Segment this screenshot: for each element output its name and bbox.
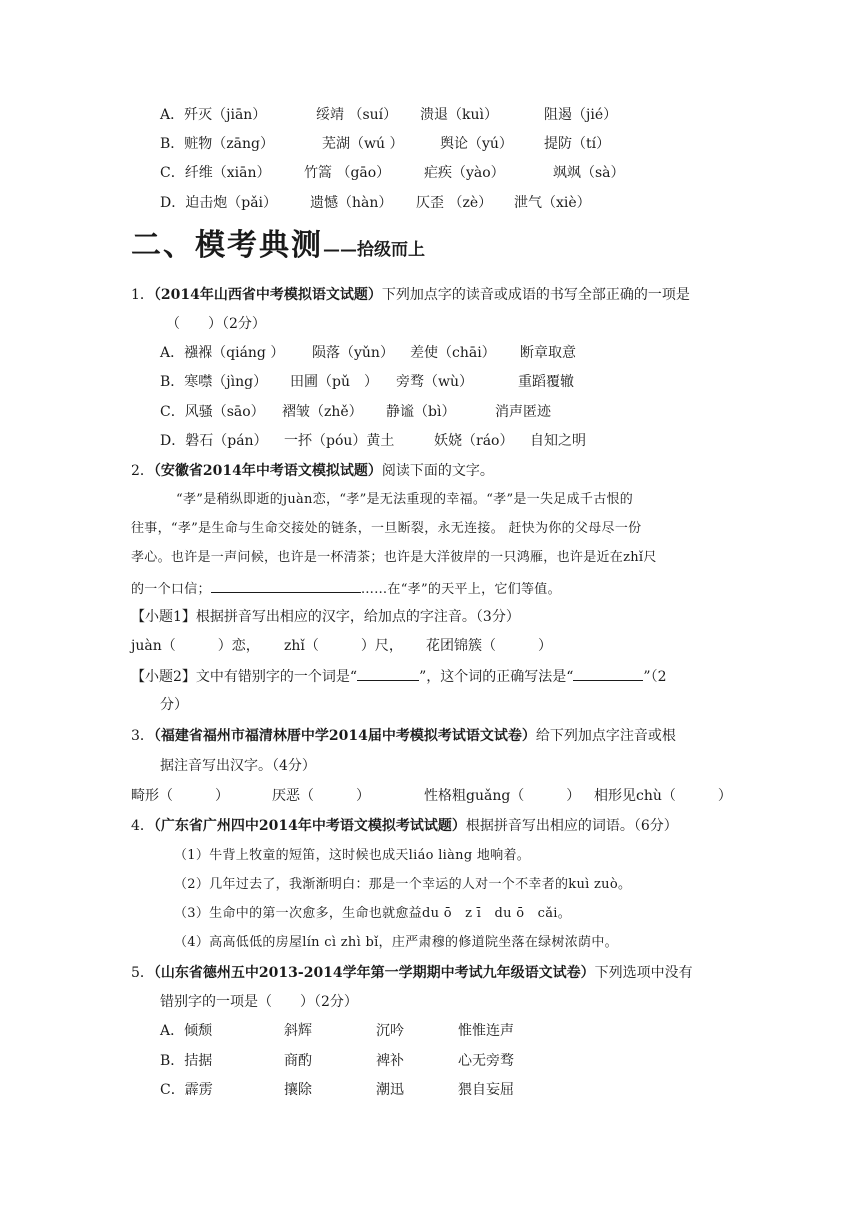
option-row-d xyxy=(160,194,277,212)
option-word: 旁骛（wù） xyxy=(396,374,473,390)
option-row-a xyxy=(160,344,284,362)
option-word: 倾颓 xyxy=(184,1023,213,1039)
question-number: 1． xyxy=(131,287,154,303)
option-word: 田圃（pǔ ） xyxy=(290,374,378,390)
option-word: 襁褓（qiáng ） xyxy=(184,345,285,361)
fill-blank[interactable] xyxy=(211,578,361,593)
option-word: 霹雳 xyxy=(184,1082,213,1098)
question-number: 3． xyxy=(131,728,154,744)
option-word: 风骚（sāo） xyxy=(184,404,265,420)
question-3-stem xyxy=(131,727,676,745)
question-source: （福建省福州市福清林厝中学2014届中考模拟考试语文试卷） xyxy=(153,728,536,744)
option-word: 纤维（xiān） xyxy=(184,165,271,181)
question-3-stem-cont: 据注音写出汉字。（4分） xyxy=(160,758,316,774)
question-2-stem xyxy=(131,462,494,480)
option-letter: B． xyxy=(160,374,185,390)
option-word: 绥靖 （suí） xyxy=(316,107,398,123)
answer-item: zhǐ（ ）尺， xyxy=(284,638,403,654)
option-word: 消声匿迹 xyxy=(495,404,551,420)
option-letter: C． xyxy=(160,404,185,420)
option-word: 飒飒（sà） xyxy=(553,165,625,181)
passage-line: “孝”是稍纵即逝的juàn恋，“孝”是无法重现的幸福。“孝”是一失足成千古恨的 xyxy=(176,492,634,507)
option-row-b xyxy=(160,1052,212,1070)
sub-question-1 xyxy=(131,608,520,626)
question-number: 2． xyxy=(131,463,154,479)
answer-item: 性格粗guǎng（ ） xyxy=(424,788,581,804)
option-letter: B． xyxy=(160,136,185,152)
question-5-stem xyxy=(131,964,693,982)
option-letter: A． xyxy=(160,107,185,123)
option-word: 寒噤（jìng） xyxy=(184,374,268,390)
passage-line: 孝心。也许是一声问候，也许是一杯清茶；也许是大洋彼岸的一只鸿雁，也许是近在zhǐ尺 xyxy=(131,550,657,565)
passage-line-blank: 的一个口信； ……在“孝”的天平上，它们等值。 xyxy=(131,578,561,599)
question-1-stem xyxy=(131,286,690,304)
answer-item: 相形见chù（ ） xyxy=(594,788,732,804)
option-word: 惟惟连声 xyxy=(458,1023,514,1039)
option-word: 赃物（zāng） xyxy=(184,136,274,152)
option-row-c xyxy=(160,403,265,421)
option-letter: D． xyxy=(160,195,186,211)
option-word: 攘除 xyxy=(284,1082,312,1098)
option-word: 迫击炮（pǎi） xyxy=(185,195,278,211)
option-word: 阻遏（jié） xyxy=(544,107,618,123)
sub-question-2-cont: 分） xyxy=(160,697,188,713)
option-word: 商酌 xyxy=(284,1053,312,1069)
fill-blank[interactable] xyxy=(357,666,419,681)
option-word: 遗憾（hàn） xyxy=(310,195,393,211)
option-row-a xyxy=(160,106,266,124)
question-text: 给下列加点字注音或根 xyxy=(535,728,676,744)
sub-question-2: 【小题2】文中有错别字的一个词是“ ”，这个词的正确写法是“ ”（2 xyxy=(131,666,667,686)
option-word: 舆论（yú） xyxy=(440,136,513,152)
option-word: 一抔（póu）黄土 xyxy=(284,433,395,449)
question-number: 4． xyxy=(131,818,154,834)
option-row-c xyxy=(160,164,270,182)
question-text: 根据拼音写出相应的词语。（6分） xyxy=(465,818,678,834)
option-letter: C． xyxy=(160,1082,185,1098)
option-word: 芜湖（wú ） xyxy=(322,136,404,152)
sub-question-label: 【小题1】 xyxy=(131,609,196,625)
option-word: 提防（tí） xyxy=(544,136,611,152)
option-word: 猥自妄屈 xyxy=(458,1082,514,1098)
sub-item: （3）生命中的第一次愈多，生命也就愈益du ō z ī du ō cǎi。 xyxy=(174,906,572,921)
option-letter: B． xyxy=(160,1053,185,1069)
answer-item: 花团锦簇（ ） xyxy=(426,638,552,654)
sub-item: （2）几年过去了，我渐渐明白：那是一个幸运的人对一个不幸者的kuì zuò。 xyxy=(174,877,632,892)
option-word: 静谧（bì） xyxy=(386,404,456,420)
option-word: 磐石（pán） xyxy=(185,433,268,449)
option-word: 斜辉 xyxy=(284,1023,312,1039)
section-subtitle: ——拾级而上 xyxy=(323,240,425,260)
option-word: 重蹈覆辙 xyxy=(518,374,574,390)
passage-line: 往事，“孝”是生命与生命交接处的链条，一旦断裂，永无连接。 赶快为你的父母尽一份 xyxy=(131,521,642,536)
option-word: 断章取意 xyxy=(520,345,576,361)
option-word: 自知之明 xyxy=(530,433,586,449)
option-letter: A． xyxy=(160,1023,185,1039)
option-letter: D． xyxy=(160,433,186,449)
option-word: 拮据 xyxy=(184,1053,213,1069)
question-text: 下列选项中没有 xyxy=(594,965,693,981)
option-row-a xyxy=(160,1022,212,1040)
option-word: 陨落（yǔn） xyxy=(312,345,394,361)
fill-blank[interactable] xyxy=(573,666,643,681)
answer-item: 畸形（ ） xyxy=(131,788,229,804)
question-4-stem xyxy=(131,817,678,835)
question-text: 下列加点字的读音或成语的书写全部正确的一项是 xyxy=(381,287,690,303)
answer-item: juàn（ ）恋， xyxy=(131,638,260,654)
option-word: 竹篙 （gāo） xyxy=(304,165,391,181)
option-word: 潮迅 xyxy=(376,1082,404,1098)
option-letter: A． xyxy=(160,345,185,361)
option-row-b xyxy=(160,135,274,153)
question-source: （2014年山西省中考模拟语文试题） xyxy=(153,287,382,303)
option-letter: C． xyxy=(160,165,185,181)
option-word: 心无旁骛 xyxy=(458,1053,514,1069)
question-number: 5． xyxy=(131,965,154,981)
section-title: 二、模考典测 xyxy=(131,228,323,263)
sub-item: （4）高高低低的房屋lín cì zhì bǐ，庄严肃穆的修道院坐落在绿树浓荫中。 xyxy=(174,935,618,950)
question-source: （广东省广州四中2014年中考语文模拟考试试题） xyxy=(153,818,466,834)
section-heading xyxy=(131,220,425,264)
option-word: 褶皱（zhě） xyxy=(282,404,363,420)
option-word: 裨补 xyxy=(376,1053,404,1069)
option-word: 疟疾（yào） xyxy=(424,165,505,181)
question-5-stem-cont: 错别字的一项是（ ）（2分） xyxy=(160,994,358,1010)
question-text: 阅读下面的文字。 xyxy=(381,463,494,479)
option-row-b xyxy=(160,373,267,391)
option-row-d xyxy=(160,432,268,450)
option-word: 妖娆（ráo） xyxy=(434,433,514,449)
question-source: （安徽省2014年中考语文模拟试题） xyxy=(153,463,382,479)
sub-item: （1）牛背上牧童的短笛，这时候也成天liáo liàng 地响着。 xyxy=(174,848,531,863)
option-word: 溃退（kuì） xyxy=(420,107,498,123)
sub-question-label: 【小题2】 xyxy=(131,669,196,685)
option-word: 沉吟 xyxy=(376,1023,404,1039)
answer-item: 厌恶（ ） xyxy=(272,788,370,804)
option-word: 歼灭（jiān） xyxy=(184,107,267,123)
option-word: 差使（chāi） xyxy=(410,345,496,361)
sub-question-text: 根据拼音写出相应的汉字，给加点的字注音。（3分） xyxy=(195,609,520,625)
answer-bracket: （ ）（2分） xyxy=(166,316,266,332)
option-row-c xyxy=(160,1081,213,1099)
question-source: （山东省德州五中2013-2014学年第一学期期中考试九年级语文试卷） xyxy=(153,965,595,981)
option-word: 泄气（xiè） xyxy=(514,195,591,211)
option-word: 仄歪 （zè） xyxy=(416,195,493,211)
